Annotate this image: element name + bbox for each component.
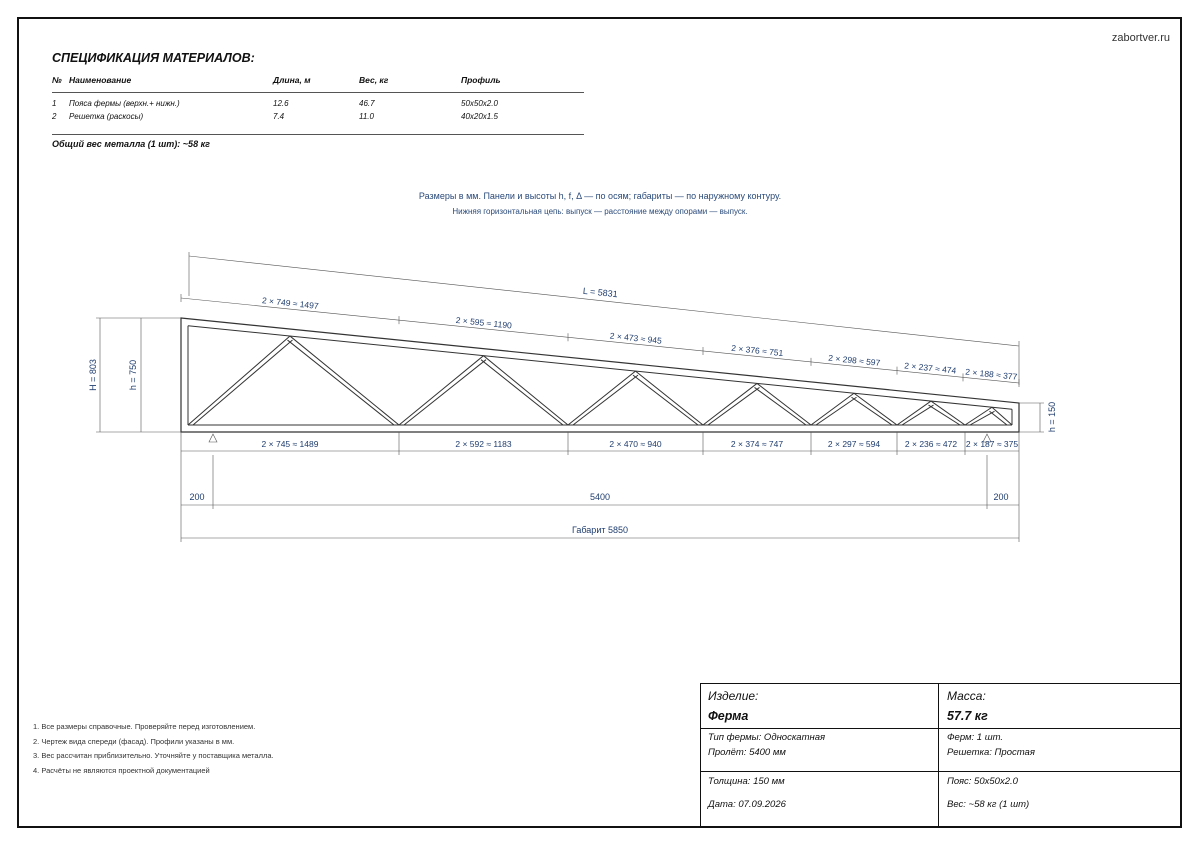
top-panel-label: 2 × 298 ≈ 597	[827, 352, 881, 368]
lattice-diagonal	[636, 371, 704, 425]
bottom-panel-label: 2 × 592 ≈ 1183	[455, 439, 512, 449]
overhang-right-label: 200	[993, 492, 1009, 502]
product-label: Изделие:	[708, 689, 759, 703]
site-name: zabortver.ru	[1111, 32, 1170, 44]
spec-cell: 2	[52, 112, 57, 121]
lattice-type: Решетка: Простая	[947, 747, 1035, 758]
top-panel-label: 2 × 188 ≈ 377	[964, 366, 1018, 382]
bottom-panel-label: 2 × 470 ≈ 940	[609, 439, 662, 449]
gabarit-label: Габарит 5850	[571, 525, 629, 535]
h-right-label: h = 150	[1047, 401, 1057, 433]
span-label: 5400	[589, 492, 611, 502]
h-left-label: h = 750	[128, 359, 138, 391]
spec-header-length: Длина, м	[273, 75, 311, 85]
span-value: Пролёт: 5400 мм	[708, 747, 786, 758]
bottom-panel-label: 2 × 187 ≈ 375	[965, 439, 1019, 449]
title-block-rule	[701, 728, 1182, 729]
note-item: 4. Расчёты не являются проектной документацией	[33, 765, 210, 775]
lattice-diagonal-edge	[288, 340, 395, 425]
title-block-divider	[938, 684, 939, 828]
lattice-diagonal	[484, 356, 569, 425]
spec-total: Общий вес металла (1 шт): ~58 кг	[52, 139, 210, 149]
spec-title: СПЕЦИФИКАЦИЯ МАТЕРИАЛОВ:	[52, 51, 255, 65]
title-block	[700, 683, 1181, 828]
lattice-diagonal	[897, 401, 931, 425]
truss-count: Ферм: 1 шт.	[947, 732, 1004, 743]
spec-cell: 46.7	[359, 99, 375, 108]
lattice-diagonal	[965, 407, 992, 425]
lattice-diagonal-edge	[481, 360, 563, 425]
spec-cell: 11.0	[359, 112, 374, 121]
lattice-diagonal-edge	[902, 405, 934, 425]
belt-profile: Пояс: 50x50x2.0	[947, 776, 1018, 787]
top-panel-label: 2 × 473 ≈ 945	[609, 330, 663, 346]
spec-header-name: Наименование	[69, 75, 132, 85]
bottom-panel-label: 2 × 236 ≈ 472	[904, 439, 958, 449]
lattice-diagonal	[757, 383, 811, 425]
lattice-diagonal-edge	[816, 397, 857, 425]
bottom-panel-label: 2 × 745 ≈ 1489	[261, 439, 319, 449]
lattice-diagonal-edge	[929, 405, 961, 425]
lattice-diagonal	[399, 356, 484, 425]
lattice-diagonal-edge	[633, 375, 698, 425]
spec-cell: Решетка (раскосы)	[69, 112, 144, 121]
lattice-diagonal-edge	[755, 387, 807, 425]
spec-cell: 1	[52, 99, 57, 108]
spec-cell: 12.6	[273, 99, 289, 108]
dimensions	[96, 252, 1044, 542]
lattice-diagonal	[703, 383, 757, 425]
lattice-diagonal	[188, 336, 290, 425]
lattice-diagonal	[811, 393, 854, 425]
note-item: 2. Чертеж вида спереди (фасад). Профили указаны в мм.	[33, 736, 235, 746]
spec-header-num: №	[52, 75, 62, 85]
lattice-diagonal-edge	[193, 340, 293, 425]
lattice-diagonal-edge	[573, 375, 638, 425]
spec-cell: Пояса фермы (верхн.+ нижн.)	[69, 99, 180, 108]
mass-value: 57.7 кг	[947, 709, 988, 723]
spec-cell: 50x50x2.0	[461, 99, 498, 108]
lattice-diagonal	[568, 371, 636, 425]
overall-length-label: L = 5831	[582, 285, 619, 300]
lattice-diagonal	[290, 336, 399, 425]
weight-value: Вес: ~58 кг (1 шт)	[947, 799, 1030, 810]
lattice-diagonal-edge	[852, 397, 893, 425]
spec-cell: 40x20x1.5	[461, 112, 498, 121]
dimension-note: Размеры в мм. Панели и высоты h, f, Δ — по осям; габариты — по наружному контуру.	[418, 191, 782, 201]
chain-note: Нижняя горизонтальная цепь: выпуск — расстояние между опорами — выпуск.	[452, 207, 748, 216]
top-panel-label: 2 × 749 ≈ 1497	[261, 295, 320, 311]
spec-header-profile: Профиль	[461, 75, 501, 85]
spec-cell: 7.4	[273, 112, 285, 121]
overhang-left-label: 200	[189, 492, 205, 502]
lattice-diagonal-edge	[708, 387, 760, 425]
product-value: Ферма	[708, 709, 749, 723]
top-panel-label: 2 × 237 ≈ 474	[903, 360, 957, 376]
date-value: Дата: 07.09.2026	[708, 799, 786, 810]
lattice-diagonal	[854, 393, 897, 425]
lattice-diagonal	[931, 401, 965, 425]
bottom-panel-label: 2 × 297 ≈ 594	[827, 439, 881, 449]
general-notes	[33, 720, 274, 778]
truss-outline	[181, 318, 1019, 432]
top-panel-label: 2 × 376 ≈ 751	[730, 342, 784, 359]
note-item: 3. Вес рассчитан приблизительно. Уточняйте у поставщика металла.	[33, 751, 274, 760]
spec-header-weight: Вес, кг	[359, 75, 389, 85]
top-panel-dim-line	[181, 298, 1019, 383]
note-item: 1. Все размеры справочные. Проверяйте перед изготовлением.	[33, 722, 256, 731]
mass-label: Масса:	[947, 689, 986, 703]
truss-type: Тип фермы: Односкатная	[708, 732, 826, 743]
bottom-panel-label: 2 × 374 ≈ 747	[730, 439, 784, 449]
truss	[181, 318, 1019, 432]
support-icon	[209, 434, 217, 442]
lattice-diagonal-edge	[404, 360, 486, 425]
top-chord-inner	[188, 326, 1012, 410]
title-block-rule	[701, 771, 1182, 772]
top-panel-label: 2 × 595 ≈ 1190	[455, 314, 513, 331]
H-label: H = 803	[88, 359, 98, 391]
thickness-value: Толщина: 150 мм	[708, 776, 785, 787]
